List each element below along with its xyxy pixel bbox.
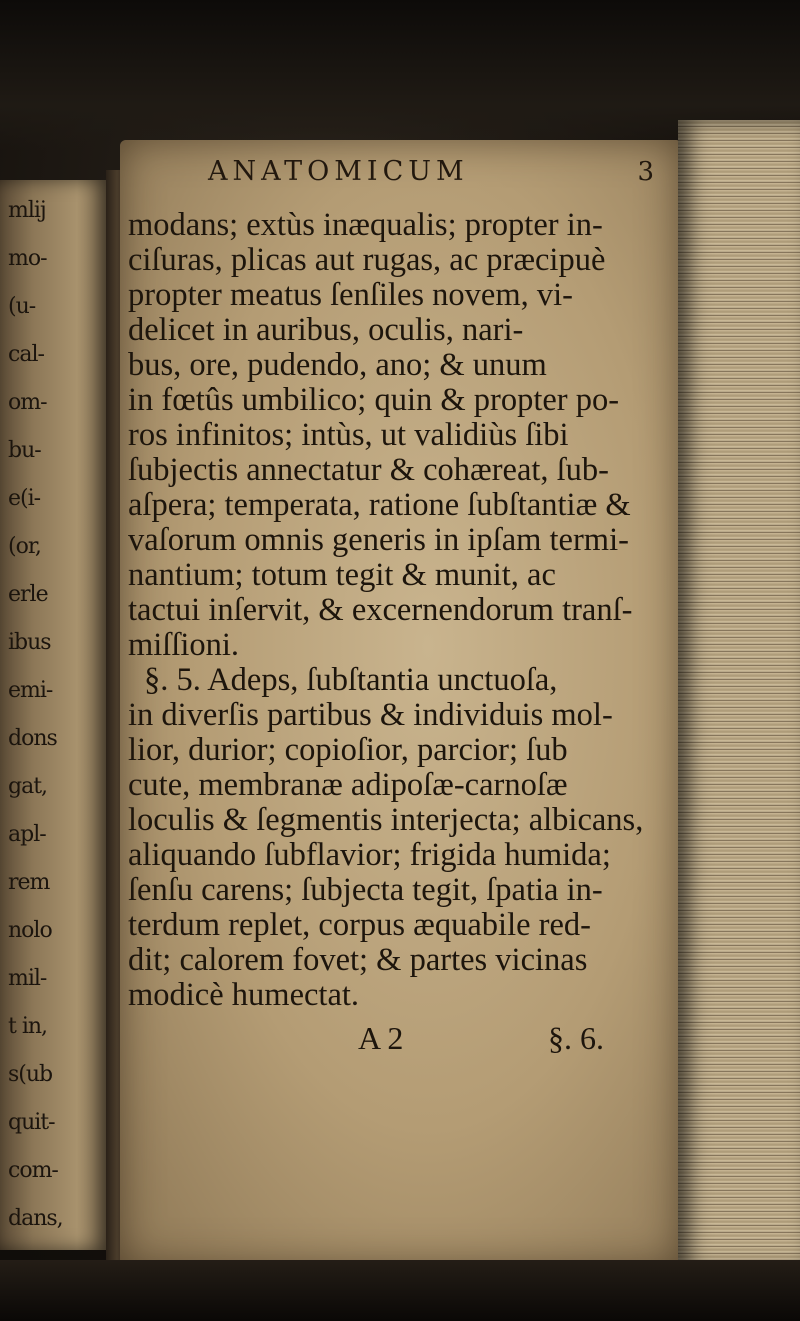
text-line: ciſuras, plicas aut rugas, ac præcipuè bbox=[128, 242, 606, 278]
text-line: propter meatus ſenſiles novem, vi- bbox=[128, 277, 573, 313]
left-page-fragment: emi- bbox=[8, 678, 53, 703]
text-line: ſubjectis annectatur & cohæreat, ſub- bbox=[128, 452, 610, 488]
text-line: tactui inſervit, & excernendorum tranſ- bbox=[128, 592, 633, 628]
left-facing-page bbox=[0, 180, 110, 1250]
page-edges bbox=[678, 120, 800, 1270]
left-page-fragment: t in, bbox=[8, 1014, 48, 1039]
left-page-fragment: om- bbox=[8, 390, 47, 415]
left-page-fragment: mlij bbox=[8, 198, 46, 223]
text-line: vaſorum omnis generis in ipſam termi- bbox=[128, 522, 629, 558]
text-line: terdum replet, corpus æquabile red- bbox=[128, 907, 591, 943]
bottom-shadow bbox=[0, 1260, 800, 1321]
text-body bbox=[128, 207, 668, 1056]
left-page-fragment: quit- bbox=[8, 1110, 55, 1135]
left-page-fragment: e(i- bbox=[8, 486, 41, 511]
text-line: aliquando ſubflavior; frigida humida; bbox=[128, 837, 611, 873]
text-line: delicet in auribus, oculis, nari- bbox=[128, 312, 524, 348]
left-page-fragment: nolo bbox=[8, 918, 52, 943]
page-header bbox=[208, 156, 668, 187]
signature-mark: A 2 bbox=[358, 1020, 404, 1056]
page-footer bbox=[128, 1020, 668, 1060]
text-line: in fœtûs umbilico; quin & propter po- bbox=[128, 382, 620, 418]
left-page-fragment: mil- bbox=[8, 966, 47, 991]
left-page-fragment: ibus bbox=[8, 630, 51, 655]
left-page-fragment: (u- bbox=[8, 294, 36, 319]
text-line: ros infinitos; intùs, ut validiùs ſibi bbox=[128, 417, 569, 453]
left-page-fragment: com- bbox=[8, 1158, 58, 1183]
text-line: nantium; totum tegit & munit, ac bbox=[128, 557, 556, 593]
text-line: dit; calorem fovet; & partes vicinas bbox=[128, 942, 588, 978]
text-line: miſſioni. bbox=[128, 627, 240, 663]
text-line: ſenſu carens; ſubjecta tegit, ſpatia in- bbox=[128, 872, 603, 908]
left-page-fragment: s(ub bbox=[8, 1062, 53, 1087]
text-line: modicè humectat. bbox=[128, 977, 360, 1013]
text-line: bus, ore, pudendo, ano; & unum bbox=[128, 347, 547, 383]
text-line: in diverſis partibus & individuis mol- bbox=[128, 697, 613, 733]
left-page-fragment: rem bbox=[8, 870, 50, 895]
text-line: modans; extùs inæqualis; propter in- bbox=[128, 207, 603, 243]
left-page-fragment: dans, bbox=[8, 1206, 63, 1231]
left-page-fragment: cal- bbox=[8, 342, 44, 367]
text-line: loculis & ſegmentis interjecta; albicans, bbox=[128, 802, 644, 838]
text-line: cute, membranæ adipoſæ-carnoſæ bbox=[128, 767, 568, 803]
left-page-fragment: apl- bbox=[8, 822, 46, 847]
left-page-fragment: bu- bbox=[8, 438, 41, 463]
left-page-fragment: (or, bbox=[8, 534, 41, 559]
page-number: 3 bbox=[637, 157, 654, 187]
text-line: lior, durior; copioſior, parcior; ſub bbox=[128, 732, 568, 768]
left-page-fragment: erle bbox=[8, 582, 48, 607]
section-heading-line: §. 5. Adeps, ſubſtantia unctuoſa, bbox=[144, 662, 558, 698]
text-line: aſpera; temperata, ratione ſubſtantiæ & bbox=[128, 487, 631, 523]
catchword: §. 6. bbox=[548, 1020, 604, 1056]
left-page-fragment: dons bbox=[8, 726, 57, 751]
left-page-fragment: gat, bbox=[8, 774, 48, 799]
left-page-fragment: mo- bbox=[8, 246, 47, 271]
running-head: ANATOMICUM bbox=[208, 156, 469, 187]
